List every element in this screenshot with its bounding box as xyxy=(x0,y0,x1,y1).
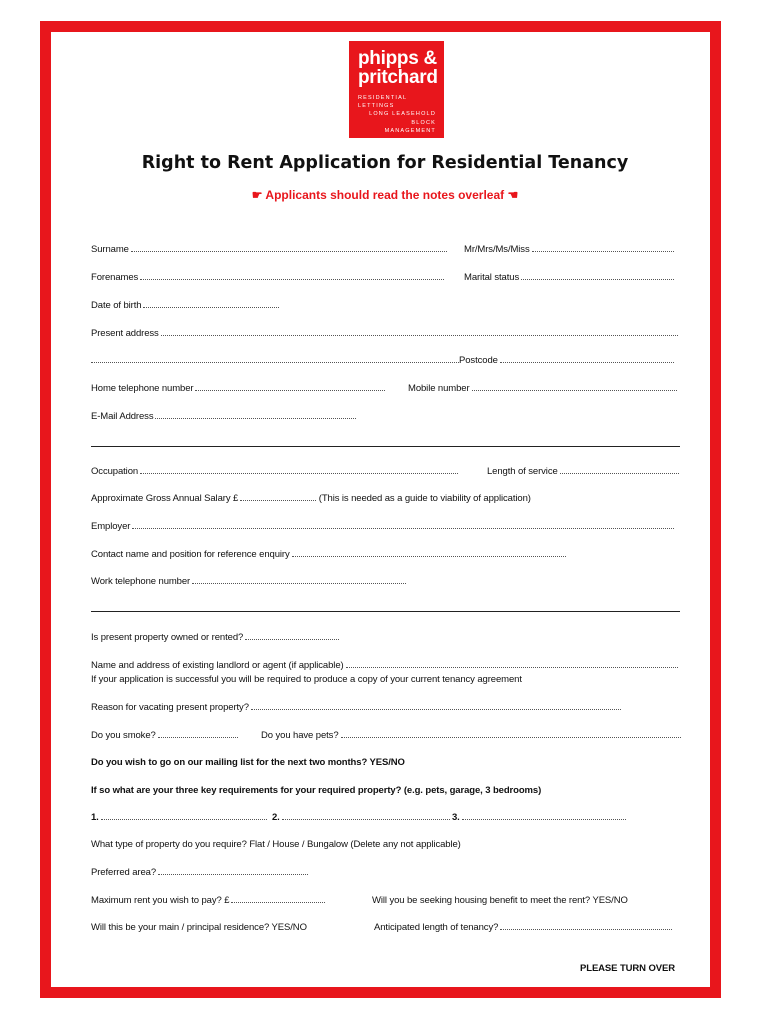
logo-sub1: RESIDENTIAL LETTINGS xyxy=(358,95,408,110)
logo-line1: phipps & xyxy=(358,48,437,69)
address-line2-field[interactable]: Postcode xyxy=(91,355,674,366)
marital-status-field[interactable]: Marital status xyxy=(464,272,674,283)
logo-line2: pritchard xyxy=(358,67,438,88)
present-address-field[interactable]: Present address xyxy=(91,328,678,339)
form-title: Right to Rent Application for Residential Tenancy xyxy=(141,153,629,173)
occupation-field[interactable]: Occupation xyxy=(91,466,458,477)
mailing-list-question: Do you wish to go on our mailing list for the next two months? YES/NO xyxy=(91,757,405,768)
smoke-field[interactable]: Do you smoke? xyxy=(91,730,238,741)
property-type-question: What type of property do you require? Flat / House / Bungalow (Delete any not applicable) xyxy=(91,839,461,850)
divider-2 xyxy=(91,611,680,612)
length-of-service-field[interactable]: Length of service xyxy=(487,466,679,477)
preferred-area-field[interactable]: Preferred area? xyxy=(91,867,308,878)
requirement-3-field[interactable]: 3. xyxy=(452,812,626,823)
landlord-field[interactable]: Name and address of existing landlord or agent (if applicable) xyxy=(91,660,678,671)
logo-sub3: BLOCK MANAGEMENT xyxy=(384,119,436,134)
company-logo xyxy=(349,41,444,138)
pets-field[interactable]: Do you have pets? xyxy=(261,730,681,741)
reason-vacating-field[interactable]: Reason for vacating present property? xyxy=(91,702,621,713)
landlord-note: If your application is successful you will be required to produce a copy of your current tenancy agreement xyxy=(91,674,522,685)
salary-note: (This is needed as a guide to viability of application) xyxy=(318,493,531,504)
requirement-1-field[interactable]: 1. xyxy=(91,812,267,823)
email-field[interactable]: E-Mail Address xyxy=(91,411,356,422)
employer-field[interactable]: Employer xyxy=(91,521,674,532)
owned-rented-field[interactable]: Is present property owned or rented? xyxy=(91,632,339,643)
salary-field[interactable]: Approximate Gross Annual Salary £ (This is needed as a guide to viability of application) xyxy=(91,493,531,504)
title-field[interactable]: Mr/Mrs/Ms/Miss xyxy=(464,244,674,255)
please-turn-over: PLEASE TURN OVER xyxy=(580,963,675,974)
dob-field[interactable]: Date of birth xyxy=(91,300,279,311)
requirement-2-field[interactable]: 2. xyxy=(272,812,450,823)
tenancy-length-field[interactable]: Anticipated length of tenancy? xyxy=(374,922,672,933)
mobile-field[interactable]: Mobile number xyxy=(408,383,677,394)
divider-1 xyxy=(91,446,680,447)
logo-sub2: LONG LEASEHOLD xyxy=(369,111,436,118)
work-phone-field[interactable]: Work telephone number xyxy=(91,576,406,587)
forenames-field[interactable]: Forenames xyxy=(91,272,444,283)
main-residence-question: Will this be your main / principal residence? YES/NO xyxy=(91,922,307,933)
surname-field[interactable]: Surname xyxy=(91,244,447,255)
requirements-question: If so what are your three key requirements for your required property? (e.g. pets, garage, 3 bedrooms) xyxy=(91,785,542,796)
home-phone-field[interactable]: Home telephone number xyxy=(91,383,385,394)
form-subtitle: ☛ Applicants should read the notes overleaf ☚ xyxy=(251,188,519,202)
reference-contact-field[interactable]: Contact name and position for reference enquiry xyxy=(91,549,566,560)
max-rent-field[interactable]: Maximum rent you wish to pay? £ xyxy=(91,895,325,906)
housing-benefit-question: Will you be seeking housing benefit to meet the rent? YES/NO xyxy=(372,895,628,906)
